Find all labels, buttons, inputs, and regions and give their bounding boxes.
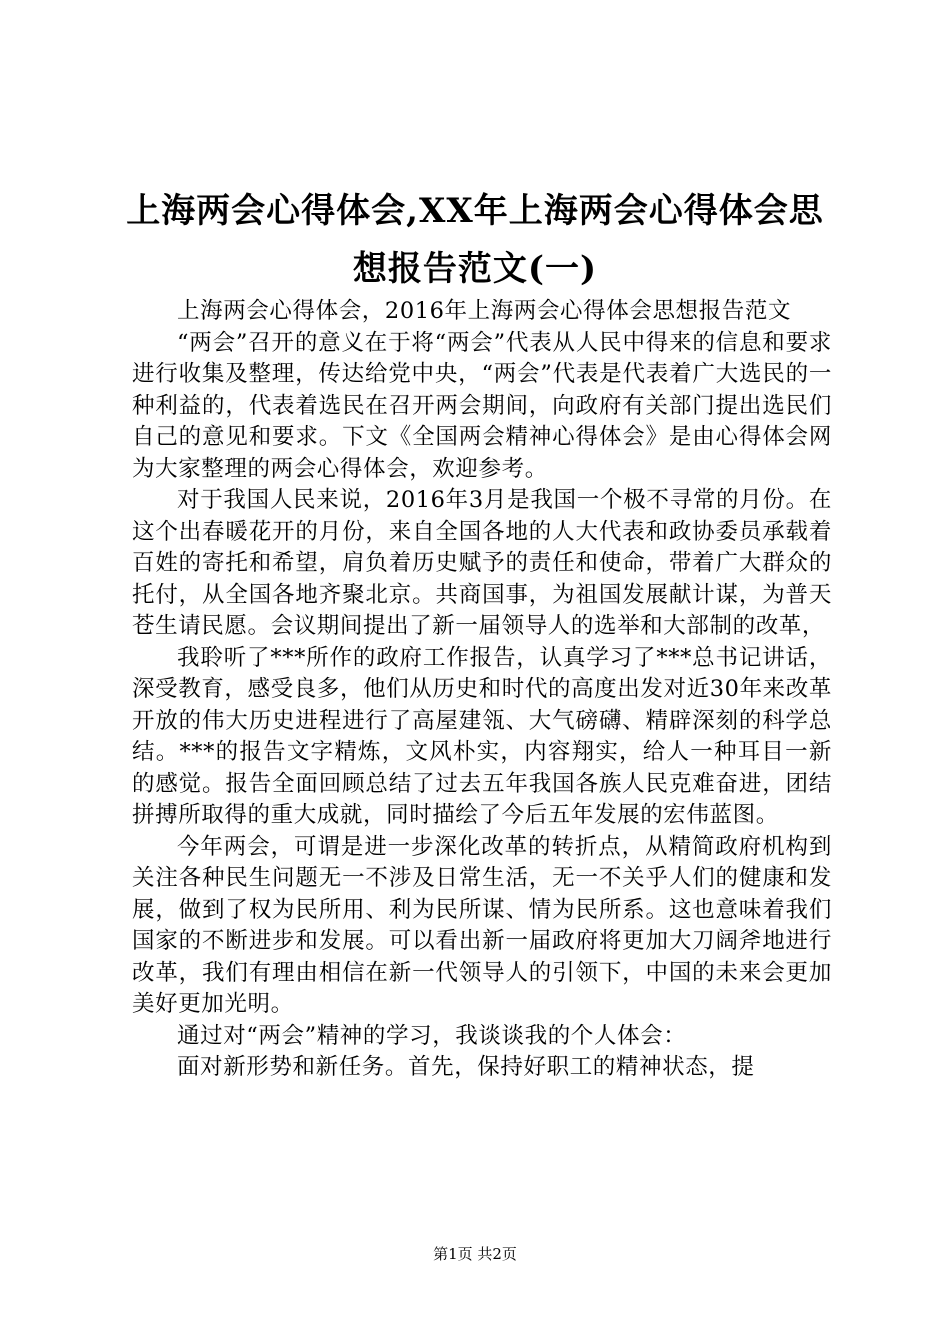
paragraph: 今年两会，可谓是进一步深化改革的转折点，从精简政府机构到关注各种民生问题无一不涉及日常生活，无一不关乎人们的健康和发展，做到了权为民所用、利为民所谋、情为民所系。这也意味着我们国家的不断进步和发展。可以看出新一届政府将更加大刀阔斧地进行改革，我们有理由相信在新一代领导人的引领下，中国的未来会更加美好更加光明。 xyxy=(132,833,832,1017)
document-title: 上海两会心得体会,XX年上海两会心得体会思想报告范文(一) xyxy=(126,191,824,289)
paragraph: 对于我国人民来说，2016年3月是我国一个极不寻常的月份。在这个出春暖花开的月份，来自全国各地的人大代表和政协委员承载着百姓的寄托和希望，肩负着历史赋予的责任和使命，带着广大群众的托付，从全国各地齐聚北京。共商国事，为祖国发展献计谋，为普天苍生请民愿。会议期间提出了新一届领导人的选举和大部制的改革， xyxy=(132,487,832,639)
paragraph: “两会”召开的意义在于将“两会”代表从人民中得来的信息和要求进行收集及整理，传达给党中央，“两会”代表是代表着广大选民的一种利益的，代表着选民在召开两会期间，向政府有关部门提出选民们自己的意见和要求。下文《全国两会精神心得体会》是由心得体会网为大家整理的两会心得体会，欢迎参考。 xyxy=(132,329,832,482)
page-number-footer: 第1页 共2页 xyxy=(433,1245,517,1263)
paragraph: 上海两会心得体会，2016年上海两会心得体会思想报告范文 xyxy=(177,298,792,324)
paragraph: 我聆听了***所作的政府工作报告，认真学习了***总书记讲话，深受教育，感受良多，他们从历史和时代的高度出发对近30年来改革开放的伟大历史进程进行了高屋建瓴、大气磅礴、精辟深刻的科学总结。***的报告文字精炼，文风朴实，内容翔实，给人一种耳目一新的感觉。报告全面回顾总结了过去五年我国各族人民克难奋进，团结拼搏所取得的重大成就，同时描绘了今后五年发展的宏伟蓝图。 xyxy=(132,644,832,828)
document-body xyxy=(132,296,832,1084)
paragraph: 面对新形势和新任务。首先，保持好职工的精神状态，提 xyxy=(177,1054,755,1080)
paragraph: 通过对“两会”精神的学习，我谈谈我的个人体会： xyxy=(177,1022,687,1049)
